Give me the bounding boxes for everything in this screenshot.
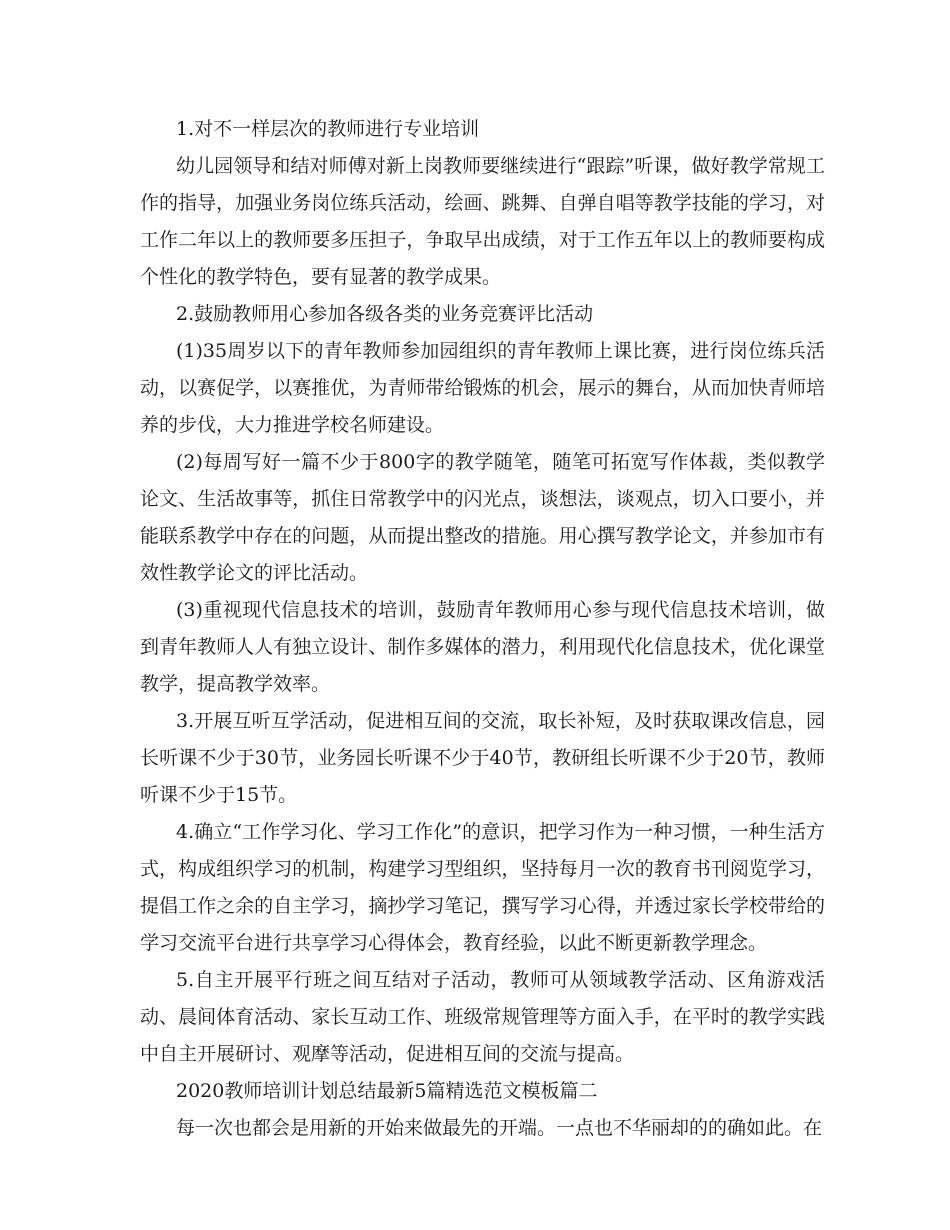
body-paragraph-2: 每一次也都会是用新的开始来做最先的开端。一点也不华丽却的的确如此。在 bbox=[176, 1117, 823, 1139]
body-paragraph-1: 幼儿园领导和结对师傅对新上岗教师要继续进行“跟踪”听课，做好教学常规工作的指导，加强业务岗位练兵活动，绘画、跳舞、自弹自唱等教学技能的学习，对工作二年以上的教师要多压担子，争取早出成绩，对于工作五年以上的教师要构成个性化的教学特色，要有显著的教学成果。 bbox=[140, 155, 825, 288]
item-5-paragraph: 5.自主开展平行班之间互结对子活动，教师可从领域教学活动、区角游戏活动、晨间体育活动、家长互动工作、班级常规管理等方面入手，在平时的教学实践中自主开展研讨、观摩等活动，促进相互间的交流与提高。 bbox=[140, 969, 825, 1065]
document-page bbox=[140, 111, 825, 1147]
sub-item-2: (2)每周写好一篇不少于800字的教学随笔，随笔可拓宽写作体裁，类似教学论文、生活故事等，抓住日常教学中的闪光点，谈想法，谈观点，切入口要小，并能联系教学中存在的问题，从而提出整改的措施。用心撰写教学论文，并参加市有效性教学论文的评比活动。 bbox=[140, 451, 825, 584]
sub-item-3: (3)重视现代信息技术的培训，鼓励青年教师用心参与现代信息技术培训，做到青年教师人人有独立设计、制作多媒体的潜力，利用现代化信息技术，优化课堂教学，提高教学效率。 bbox=[140, 599, 825, 695]
item-3-paragraph: 3.开展互听互学活动，促进相互间的交流，取长补短，及时获取课改信息，园长听课不少于30节，业务园长听课不少于40节，教研组长听课不少于20节，教师听课不少于15节。 bbox=[140, 710, 825, 806]
heading-item-2: 2.鼓励教师用心参加各级各类的业务竞赛评比活动 bbox=[176, 303, 594, 325]
heading-item-1: 1.对不一样层次的教师进行专业培训 bbox=[176, 118, 480, 140]
item-4-paragraph: 4.确立“工作学习化、学习工作化”的意识，把学习作为一种习惯，一种生活方式，构成组织学习的机制，构建学习型组织，坚持每月一次的教育书刊阅览学习，提倡工作之余的自主学习，摘抄学习笔记，撰写学习心得，并透过家长学校带给的学习交流平台进行共享学习心得体会，教育经验，以此不断更新教学理念。 bbox=[140, 821, 825, 954]
section-title: 2020教师培训计划总结最新5篇精选范文模板篇二 bbox=[176, 1080, 598, 1102]
sub-item-1: (1)35周岁以下的青年教师参加园组织的青年教师上课比赛，进行岗位练兵活动，以赛促学，以赛推优，为青师带给锻炼的机会，展示的舞台，从而加快青师培养的步伐，大力推进学校名师建设。 bbox=[140, 340, 825, 436]
